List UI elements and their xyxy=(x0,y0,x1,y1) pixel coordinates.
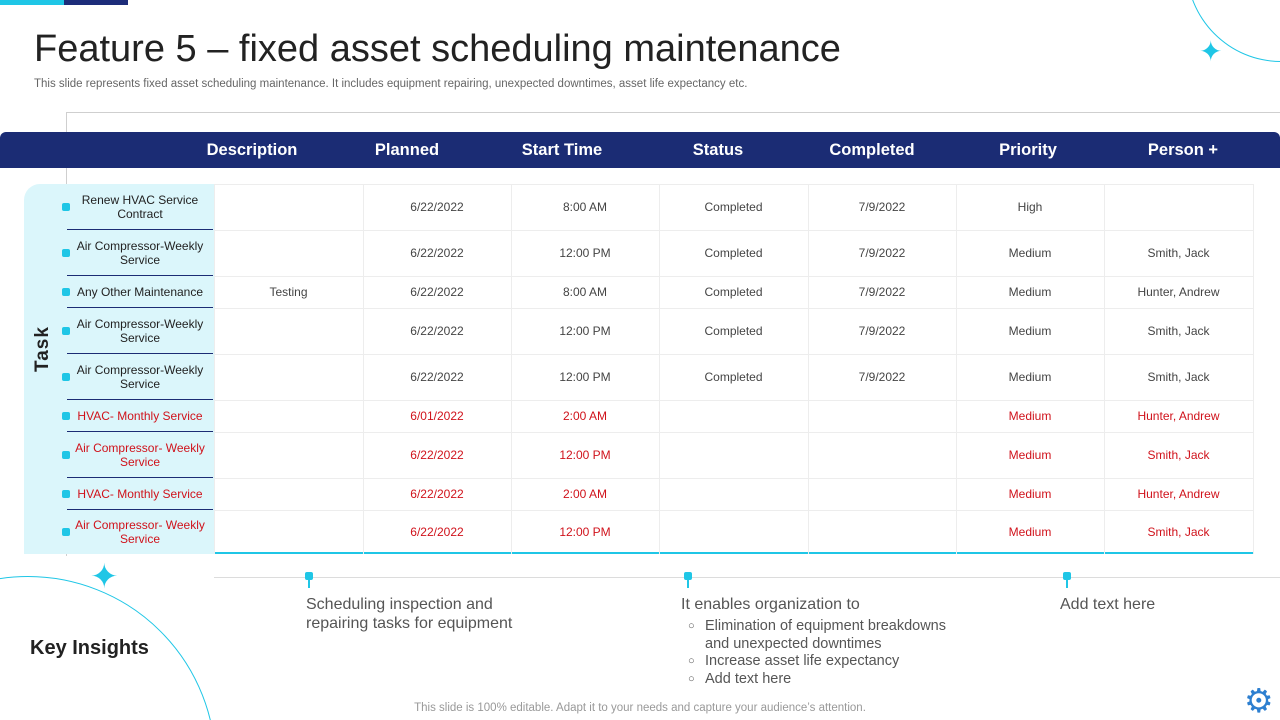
slide-subtitle: This slide represents fixed asset scheduling maintenance. It includes equipment repairing, unexpected downtimes, asset life expectancy etc. xyxy=(34,78,748,90)
task-bullet xyxy=(62,288,70,296)
cell-person: Smith, Jack xyxy=(1147,448,1210,462)
cell-priority: Medium xyxy=(1008,487,1052,501)
pin-marker-3 xyxy=(1063,572,1071,588)
cell-planned: 6/22/2022 xyxy=(410,246,464,260)
cell-completed: 7/9/2022 xyxy=(858,200,906,214)
cell-priority: High xyxy=(1017,200,1043,214)
cell-person xyxy=(1104,184,1253,230)
cell-description xyxy=(214,478,363,510)
cell-start-time: 12:00 PM xyxy=(559,525,611,539)
slide-title: Feature 5 – fixed asset scheduling maintenance xyxy=(34,28,841,70)
task-name: HVAC- Monthly Service xyxy=(77,487,203,501)
cell-planned: 6/01/2022 xyxy=(410,409,464,423)
cell-priority: Medium xyxy=(1008,370,1052,384)
cell-description: Testing xyxy=(269,285,308,299)
cell-completed: 7/9/2022 xyxy=(858,285,906,299)
cell-start-time: 12:00 PM xyxy=(559,246,611,260)
frame-line-horizontal xyxy=(66,112,1280,113)
task-name: Air Compressor-Weekly Service xyxy=(76,317,204,345)
task-name: Air Compressor-Weekly Service xyxy=(76,363,204,391)
task-bullet xyxy=(62,412,70,420)
cell-person: Smith, Jack xyxy=(1147,246,1210,260)
task-bullet xyxy=(62,203,70,211)
cell-description xyxy=(214,184,363,230)
cell-start-time: 12:00 PM xyxy=(559,370,611,384)
cell-description xyxy=(214,510,363,554)
task-name: Air Compressor- Weekly Service xyxy=(75,518,205,546)
pin-marker-1 xyxy=(305,572,313,588)
insights-divider xyxy=(214,577,1280,578)
cell-completed xyxy=(808,400,956,432)
cell-planned: 6/22/2022 xyxy=(410,448,464,462)
cell-status: Completed xyxy=(704,246,763,260)
sparkle-icon: ✦ xyxy=(90,558,119,596)
column-header: Person + xyxy=(1147,141,1219,159)
cell-description xyxy=(214,432,363,478)
insight-2-title: It enables organization to xyxy=(681,596,860,613)
pin-marker-2 xyxy=(684,572,692,588)
task-bullet xyxy=(62,490,70,498)
cell-status xyxy=(659,432,808,478)
cell-priority: Medium xyxy=(1008,324,1052,338)
column-header: Status xyxy=(692,141,744,159)
cell-priority: Medium xyxy=(1008,448,1052,462)
cell-start-time: 8:00 AM xyxy=(562,200,608,214)
cell-completed xyxy=(808,510,956,554)
task-bullet xyxy=(62,373,70,381)
cell-status: Completed xyxy=(704,200,763,214)
task-name: HVAC- Monthly Service xyxy=(77,409,203,423)
cell-completed xyxy=(808,432,956,478)
insight-1: Scheduling inspection and repairing tasks for equipment xyxy=(306,596,513,632)
cell-priority: Medium xyxy=(1008,525,1052,539)
column-header: Start Time xyxy=(521,141,603,159)
cell-status: Completed xyxy=(704,370,763,384)
cell-planned: 6/22/2022 xyxy=(410,487,464,501)
cell-priority: Medium xyxy=(1008,246,1052,260)
accent-bar-navy xyxy=(64,0,128,5)
cell-priority: Medium xyxy=(1008,285,1052,299)
cell-status: Completed xyxy=(704,324,763,338)
cell-person: Smith, Jack xyxy=(1147,525,1210,539)
cell-status xyxy=(659,510,808,554)
cell-status xyxy=(659,478,808,510)
accent-bar-cyan xyxy=(0,0,64,5)
insight-2-point: ○ Elimination of equipment breakdowns and unexpected downtimes xyxy=(688,618,963,653)
task-side-label: Task xyxy=(32,326,53,372)
cell-person: Hunter, Andrew xyxy=(1137,487,1220,501)
cell-start-time: 12:00 PM xyxy=(559,324,611,338)
cell-person: Smith, Jack xyxy=(1147,324,1210,338)
cell-status xyxy=(659,400,808,432)
gear-icon: ⚙ xyxy=(1244,682,1274,719)
insight-2-list xyxy=(688,618,963,688)
key-insights-heading: Key Insights xyxy=(30,637,149,659)
column-header: Planned xyxy=(374,141,440,159)
task-bullet xyxy=(62,451,70,459)
cell-completed: 7/9/2022 xyxy=(858,370,906,384)
cell-person: Hunter, Andrew xyxy=(1137,285,1220,299)
cell-description xyxy=(214,308,363,354)
column-header: Priority xyxy=(999,141,1057,159)
cell-planned: 6/22/2022 xyxy=(410,200,464,214)
task-name: Renew HVAC Service Contract xyxy=(81,193,199,221)
cell-completed xyxy=(808,478,956,510)
cell-description xyxy=(214,354,363,400)
footer-note: This slide is 100% editable. Adapt it to your needs and capture your audience’s attention. xyxy=(414,702,866,714)
sparkle-icon: ✦ xyxy=(1199,36,1223,67)
task-name: Any Other Maintenance xyxy=(76,285,204,299)
cell-completed: 7/9/2022 xyxy=(858,246,906,260)
cell-description xyxy=(214,230,363,276)
cell-planned: 6/22/2022 xyxy=(410,370,464,384)
task-bullet xyxy=(62,327,70,335)
cell-planned: 6/22/2022 xyxy=(410,525,464,539)
task-bullet xyxy=(62,528,70,536)
task-name: Air Compressor-Weekly Service xyxy=(76,239,204,267)
cell-start-time: 12:00 PM xyxy=(559,448,611,462)
cell-planned: 6/22/2022 xyxy=(410,285,464,299)
insight-3: Add text here xyxy=(1060,596,1156,613)
task-name: Air Compressor- Weekly Service xyxy=(75,441,205,469)
cell-completed: 7/9/2022 xyxy=(858,324,906,338)
cell-person: Smith, Jack xyxy=(1147,370,1210,384)
cell-start-time: 2:00 AM xyxy=(562,409,608,423)
task-bullet xyxy=(62,249,70,257)
column-header: Description xyxy=(206,141,298,159)
cell-priority: Medium xyxy=(1008,409,1052,423)
cell-start-time: 2:00 AM xyxy=(562,487,608,501)
cell-planned: 6/22/2022 xyxy=(410,324,464,338)
column-header: Completed xyxy=(829,141,915,159)
cell-start-time: 8:00 AM xyxy=(562,285,608,299)
insight-2-point: ○ Add text here xyxy=(688,671,963,689)
grid-line-vertical xyxy=(1253,184,1254,554)
insight-2-point: ○ Increase asset life expectancy xyxy=(688,653,963,671)
cell-description xyxy=(214,400,363,432)
cell-person: Hunter, Andrew xyxy=(1137,409,1220,423)
cell-status: Completed xyxy=(704,285,763,299)
